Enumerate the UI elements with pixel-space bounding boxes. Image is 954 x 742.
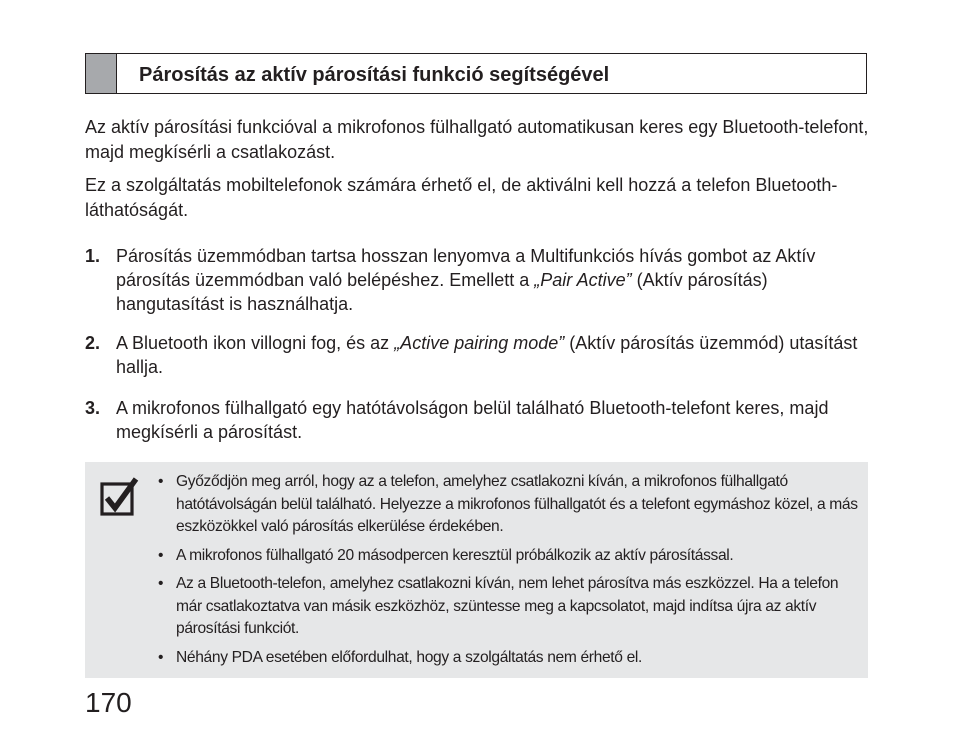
step-number: 3. — [85, 398, 101, 418]
step-text-part: (Aktív párosítás) hangutasítást is használhatja. — [116, 270, 768, 314]
section-title: Párosítás az aktív párosítási funkció segítségével — [139, 64, 610, 86]
section-title-box — [85, 53, 867, 94]
intro-paragraph-1: Az aktív párosítási funkcióval a mikrofonos fülhallgató automatikusan keres egy Bluetooth-telefont, majd megkísérli a csatlakozást. — [85, 117, 869, 162]
note-item — [158, 573, 858, 641]
note-item — [158, 647, 858, 670]
note-list — [158, 471, 858, 675]
page-number: 170 — [85, 687, 132, 718]
title-marker — [86, 54, 117, 93]
note-box — [85, 462, 868, 678]
step-text-italic: „Pair Active” — [534, 270, 632, 290]
bullet: • — [158, 575, 164, 592]
step-text-part: A Bluetooth ikon villogni fog, és az — [116, 333, 395, 353]
bullet: • — [158, 648, 164, 666]
note-item-text: Az a Bluetooth-telefon, amelyhez csatlakozni kíván, nem lehet párosítva más eszközzel. Ha a telefon már csatlakoztatva van másik eszközhöz, szüntesse meg a kapcsolatot, majd indítsa újra az aktív párosítási funkciót. — [176, 575, 839, 637]
step-number: 2. — [85, 333, 101, 353]
step-text-part: A mikrofonos fülhallgató egy hatótávolságon belül található Bluetooth-telefont keres, majd megkísérli a párosítást. — [116, 398, 829, 442]
step-number: 1. — [85, 246, 101, 266]
step-text — [116, 244, 871, 316]
note-item — [158, 471, 858, 539]
step-text-part: Párosítás üzemmódban tartsa hosszan lenyomva a Multifunkciós hívás gombot az Aktív párosítás üzemmódban való belépéshez. Emellett a — [116, 246, 816, 290]
note-item-text: Néhány PDA esetében előfordulhat, hogy a szolgáltatás nem érhető el. — [176, 648, 642, 666]
bullet: • — [158, 546, 164, 564]
note-item-text: A mikrofonos fülhallgató 20 másodpercen keresztül próbálkozik az aktív párosítással. — [176, 546, 734, 564]
note-item-text: Győződjön meg arról, hogy az a telefon, amelyhez csatlakozni kíván, a mikrofonos fülhallgató hatótávolságán belül található. Helyezze a mikrofonos fülhallgatót és a telefont egymáshoz közel, a más eszközökkel való párosítás elkerülése érdekében. — [176, 473, 858, 535]
checkbox-check-icon — [100, 476, 140, 516]
bullet: • — [158, 473, 164, 490]
step-text — [116, 331, 871, 379]
note-item — [158, 545, 858, 568]
step-text-italic: „Active pairing mode” — [394, 333, 565, 353]
step-text — [116, 396, 871, 444]
intro-paragraph-2: Ez a szolgáltatás mobiltelefonok számára érhető el, de aktiválni kell hozzá a telefon Bluetooth-láthatóságát. — [85, 175, 838, 220]
step-text-part: (Aktív párosítás üzemmód) utasítást hallja. — [116, 333, 858, 377]
